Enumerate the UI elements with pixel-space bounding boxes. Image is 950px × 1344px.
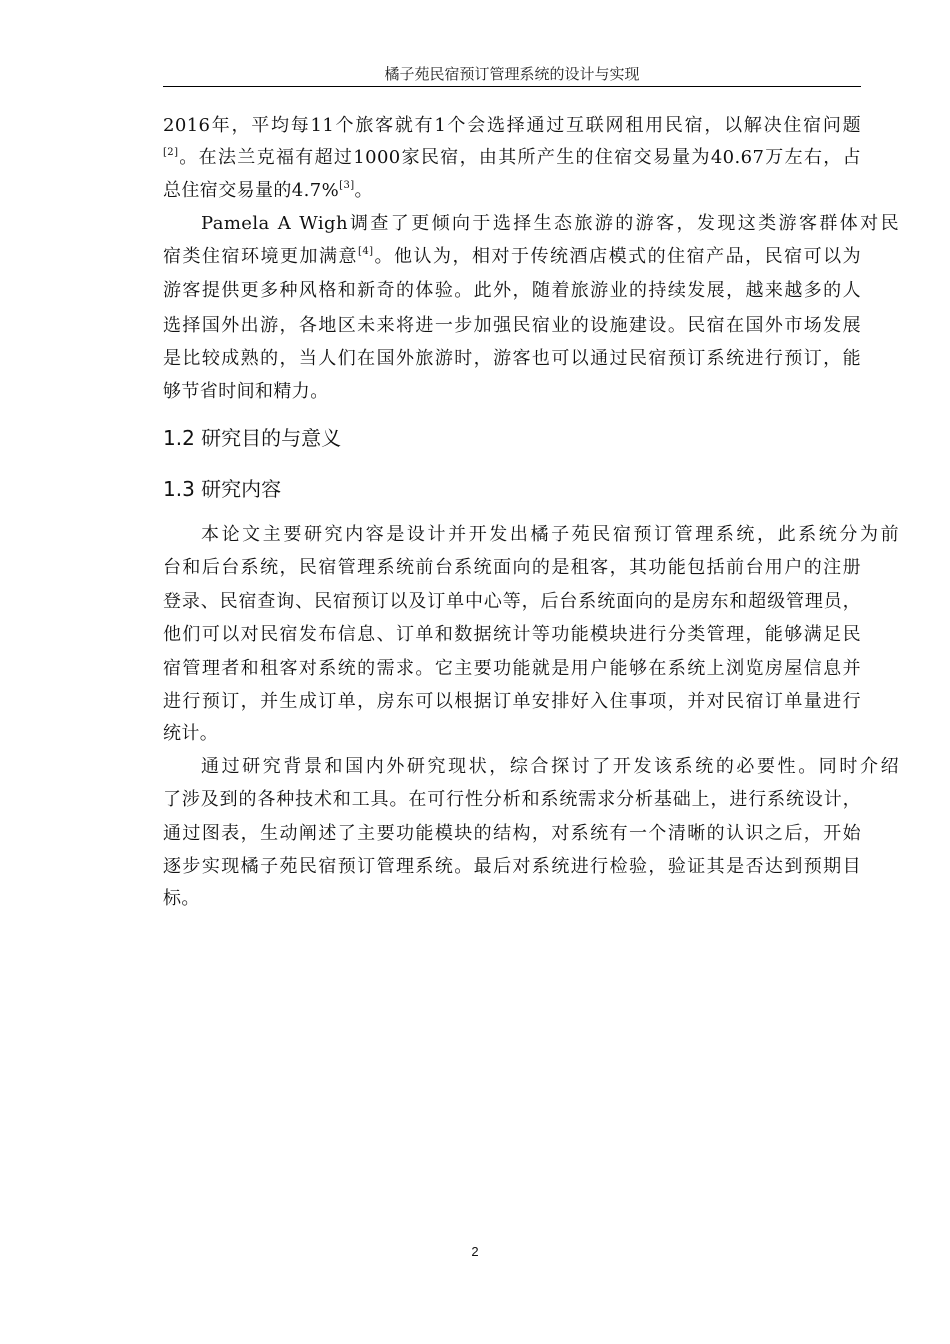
para3-line-3: 登录、民宿查询、民宿预订以及订单中心等，后台系统面向的是房东和超级管理员， [163,591,861,612]
para3-line-6: 进行预订，并生成订单，房东可以根据订单安排好入住事项，并对民宿订单量进行 [163,691,861,712]
para3-line-4: 他们可以对民宿发布信息、订单和数据统计等功能模块进行分类管理，能够满足民 [163,624,861,645]
citation-3: [3] [339,180,355,191]
para4-line-5: 标。 [163,888,200,909]
citation-2: [2] [163,147,179,158]
para3-line-2: 台和后台系统，民宿管理系统前台系统面向的是租客，其功能包括前台用户的注册 [163,557,861,578]
para3-line-7: 统计。 [163,723,219,744]
page-number: 2 [471,1244,479,1259]
para1-line-1: 2016年，平均每11个旅客就有1个会选择通过互联网租用民宿，以解决住宿问题 [163,115,861,136]
para1-line-2: [2]。在法兰克福有超过1000家民宿，由其所产生的住宿交易量为40.67万左右，占 [163,147,861,168]
para4-line-2: 了涉及到的各种技术和工具。在可行性分析和系统需求分析基础上，进行系统设计， [163,789,861,810]
section-heading-1-2: 1.2 研究目的与意义 [163,426,342,450]
para2-line-2: 宿类住宿环境更加满意[4]。他认为，相对于传统酒店模式的住宿产品，民宿可以为 [163,246,862,267]
section-heading-1-3: 1.3 研究内容 [163,477,282,501]
para4-line-3: 通过图表，生动阐述了主要功能模块的结构，对系统有一个清晰的认识之后，开始 [163,823,861,844]
citation-4: [4] [358,246,374,257]
para2-line-5: 是比较成熟的，当人们在国外旅游时，游客也可以通过民宿预订系统进行预订，能 [163,348,861,369]
para2-line-6: 够节省时间和精力。 [163,381,329,402]
para3-line-1: 本论文主要研究内容是设计并开发出橘子苑民宿预订管理系统，此系统分为前 [201,524,899,545]
para4-line-4: 逐步实现橘子苑民宿预订管理系统。最后对系统进行检验，验证其是否达到预期目 [163,856,861,877]
para2-line-3: 游客提供更多种风格和新奇的体验。此外，随着旅游业的持续发展，越来越多的人 [163,280,861,301]
running-header: 橘子苑民宿预订管理系统的设计与实现 [163,64,861,87]
para2-line-1: Pamela A Wigh调查了更倾向于选择生态旅游的游客，发现这类游客群体对民 [201,213,899,234]
para3-line-5: 宿管理者和租客对系统的需求。它主要功能就是用户能够在系统上浏览房屋信息并 [163,658,861,679]
para1-line-3: 总住宿交易量的4.7%[3]。 [163,180,373,201]
para4-line-1: 通过研究背景和国内外研究现状，综合探讨了开发该系统的必要性。同时介绍 [201,756,899,777]
para2-line-4: 选择国外出游，各地区未来将进一步加强民宿业的设施建设。民宿在国外市场发展 [163,315,861,336]
